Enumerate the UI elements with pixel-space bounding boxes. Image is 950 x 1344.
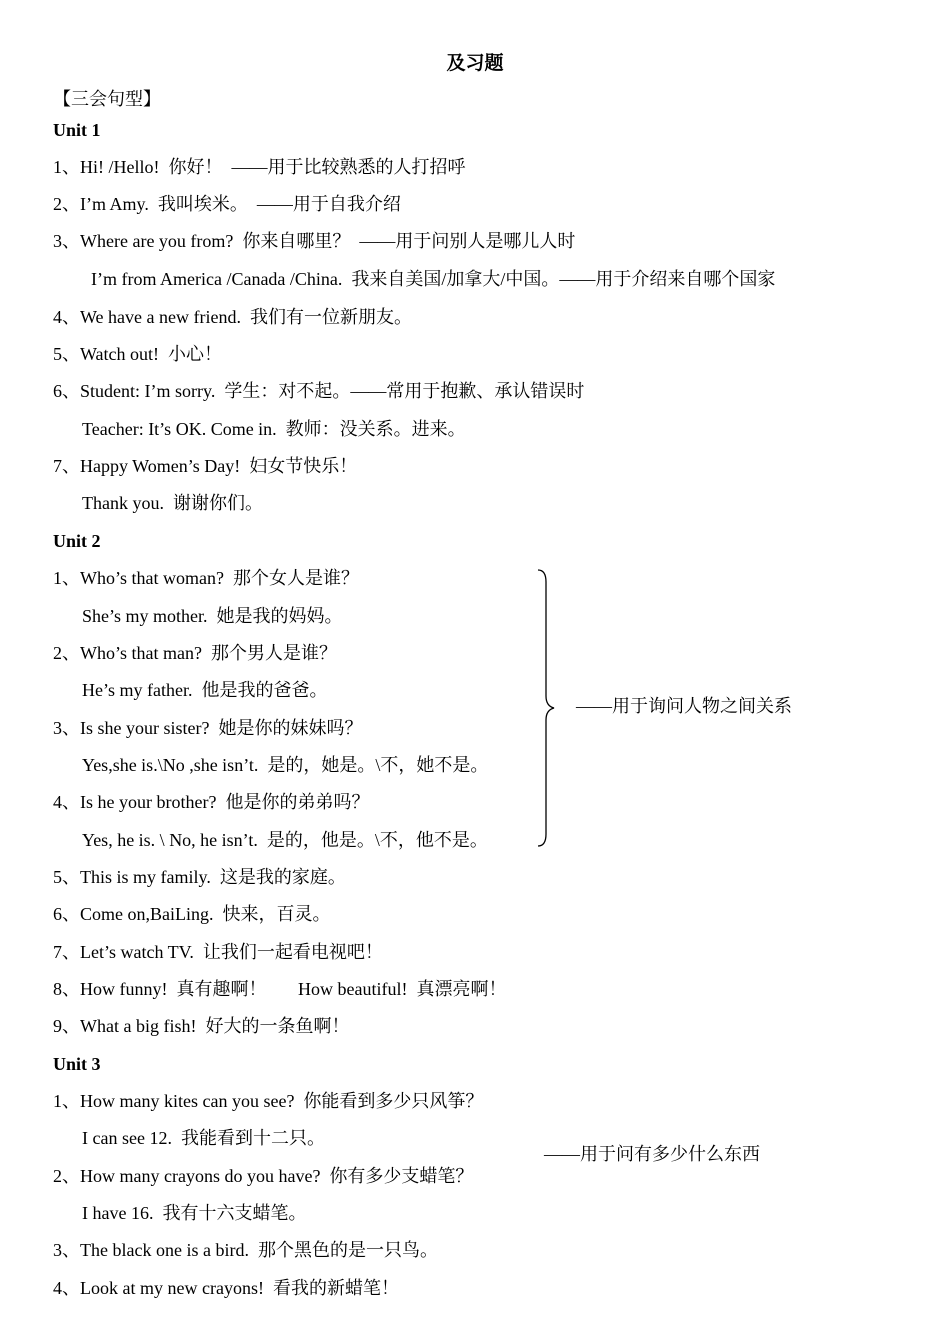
- unit-1-line: 2、I’m Amy. 我叫埃米。 ——用于自我介绍: [53, 194, 401, 214]
- unit-1-line: 4、We have a new friend. 我们有一位新朋友。: [53, 307, 412, 327]
- right-curly-brace: [536, 568, 558, 848]
- unit-2-line: 8、How funny! 真有趣啊！ How beautiful! 真漂亮啊！: [53, 979, 507, 999]
- unit-1-line: Teacher: It’s OK. Come in. 教师：没关系。进来。: [82, 419, 466, 439]
- unit-2-line: 2、Who’s that man? 那个男人是谁？: [53, 643, 337, 663]
- unit-1-line: I’m from America /Canada /China. 我来自美国/加拿大/中国。——用于介绍来自哪个国家: [91, 269, 776, 289]
- unit-2-note: ——用于询问人物之间关系: [576, 696, 792, 716]
- unit-2-line: 1、Who’s that woman? 那个女人是谁？: [53, 568, 359, 588]
- unit-2-line: 5、This is my family. 这是我的家庭。: [53, 867, 346, 887]
- unit-2-line: 7、Let’s watch TV. 让我们一起看电视吧！: [53, 942, 383, 962]
- unit-2-line: 3、Is she your sister? 她是你的妹妹吗？: [53, 718, 363, 738]
- unit-3-line: I can see 12. 我能看到十二只。: [82, 1128, 325, 1148]
- unit-3-note: ——用于问有多少什么东西: [544, 1144, 760, 1164]
- section-heading: 【三会句型】: [53, 89, 161, 109]
- unit-2-line: 4、Is he your brother? 他是你的弟弟吗？: [53, 792, 370, 812]
- unit-1-heading: Unit 1: [53, 120, 101, 140]
- unit-2-heading: Unit 2: [53, 531, 101, 551]
- unit-2-line: Yes, he is. \ No, he isn’t. 是的，他是。\不，他不是。: [82, 830, 488, 850]
- unit-1-line: 7、Happy Women’s Day! 妇女节快乐！: [53, 456, 358, 476]
- unit-3-line: 4、Look at my new crayons! 看我的新蜡笔！: [53, 1278, 399, 1298]
- unit-2-line: 6、Come on,BaiLing. 快来，百灵。: [53, 904, 331, 924]
- unit-2-line: Yes,she is.\No ,she isn’t. 是的，她是。\不，她不是。: [82, 755, 489, 775]
- unit-1-line: 1、Hi! /Hello! 你好！ ——用于比较熟悉的人打招呼: [53, 157, 466, 177]
- unit-2-line: 9、What a big fish! 好大的一条鱼啊！: [53, 1016, 350, 1036]
- unit-2-line: She’s my mother. 她是我的妈妈。: [82, 606, 343, 626]
- unit-1-line: 3、Where are you from? 你来自哪里？ ——用于问别人是哪儿人时: [53, 231, 576, 251]
- unit-1-line: 6、Student: I’m sorry. 学生：对不起。——常用于抱歉、承认错误时: [53, 381, 585, 401]
- unit-3-heading: Unit 3: [53, 1054, 101, 1074]
- page-title: 及习题: [446, 53, 504, 74]
- unit-3-line: 3、The black one is a bird. 那个黑色的是一只鸟。: [53, 1240, 438, 1260]
- unit-3-line: I have 16. 我有十六支蜡笔。: [82, 1203, 307, 1223]
- unit-1-line: 5、Watch out! 小心！: [53, 344, 223, 364]
- unit-1-line: Thank you. 谢谢你们。: [82, 493, 263, 513]
- unit-3-line: 2、How many crayons do you have? 你有多少支蜡笔？: [53, 1166, 474, 1186]
- unit-3-line: 1、How many kites can you see? 你能看到多少只风筝？: [53, 1091, 484, 1111]
- unit-2-line: He’s my father. 他是我的爸爸。: [82, 680, 328, 700]
